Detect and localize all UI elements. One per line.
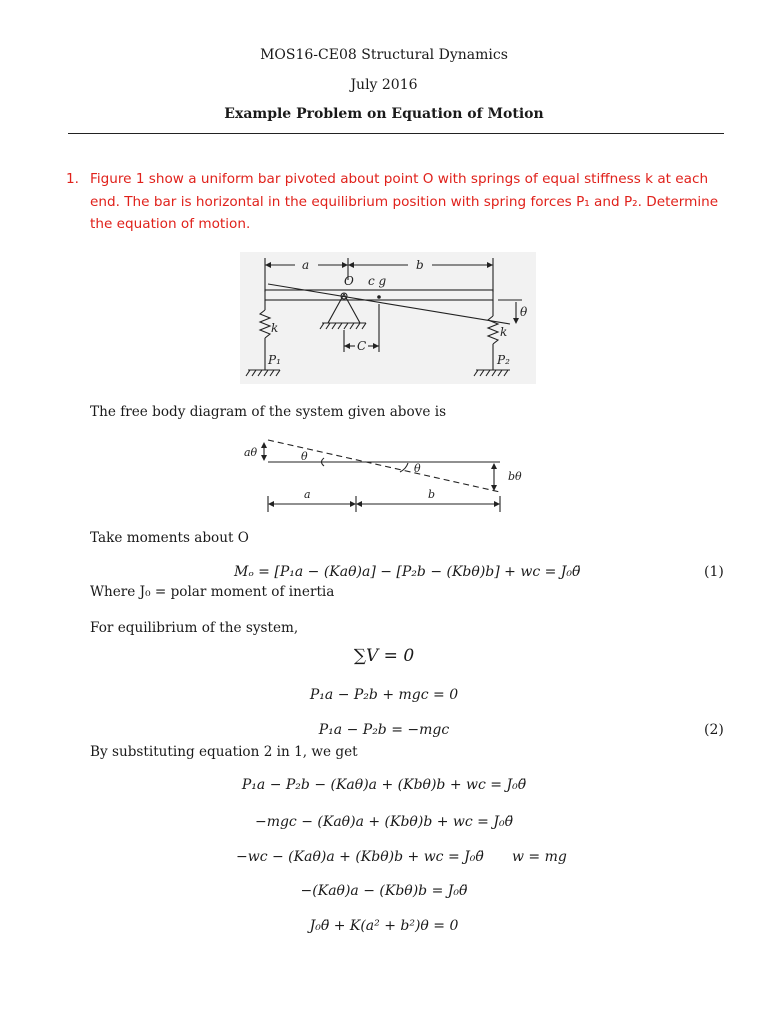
equation-1-number: (1) [704, 564, 724, 580]
fig1-label-b: b [416, 258, 424, 272]
fbd-intro: The free body diagram of the system given above is [90, 404, 447, 420]
equilibrium-intro: For equilibrium of the system, [90, 620, 299, 636]
equation-sub-4: −(Kaθ)a − (Kbθ)b = J₀θ̈ [300, 883, 468, 899]
problem-line-1: Figure 1 show a uniform bar pivoted about point O with springs of equal stiffness k at each [90, 171, 709, 187]
fig1-label-k-right: k [500, 325, 508, 339]
document-title: Example Problem on Equation of Motion [224, 106, 544, 122]
problem-line-2: end. The bar is horizontal in the equilibrium position with spring forces P₁ and P₂. Determine [90, 193, 719, 210]
fbd-label-a: a [304, 488, 311, 501]
fig1-label-P2: P₂ [497, 353, 510, 367]
fbd-label-btheta: bθ [508, 470, 522, 483]
problem-line-3: the equation of motion. [90, 216, 251, 232]
fbd-label-atheta: aθ [244, 446, 258, 459]
document-date: July 2016 [350, 77, 418, 93]
fig1-label-cg: c g [368, 274, 387, 288]
fig1-label-k-left: k [271, 321, 279, 335]
course-title: MOS16-CE08 Structural Dynamics [260, 47, 508, 63]
where-note: Where J₀ = polar moment of inertia [90, 584, 335, 600]
substitution-intro: By substituting equation 2 in 1, we get [90, 744, 358, 760]
fbd-label-b: b [428, 488, 436, 501]
equation-2: P₁a − P₂b = −mgc [318, 722, 450, 738]
equation-1: Mₒ = [P₁a − (Kaθ)a] − [P₂b − (Kbθ)b] + wc = J₀θ̈ [234, 564, 581, 580]
equation-sub-1: P₁a − P₂b − (Kaθ)a + (Kbθ)b + wc = J₀θ̈ [241, 777, 527, 793]
equation-sub-3: −wc − (Kaθ)a + (Kbθ)b + wc = J₀θ̈ [236, 849, 484, 865]
equation-final: J₀θ̈ + K(a² + b²)θ = 0 [309, 918, 459, 934]
fig1-label-O: O [344, 274, 354, 288]
fig1-label-P1: P₁ [268, 353, 281, 367]
equation-sub-2: −mgc − (Kaθ)a + (Kbθ)b + wc = J₀θ̈ [254, 814, 514, 830]
fig1-label-a: a [302, 258, 310, 272]
problem-number: 1. [66, 171, 79, 187]
equation-sub-3-note: w = mg [512, 849, 567, 865]
moments-intro: Take moments about O [90, 530, 249, 546]
fig1-label-theta: θ [520, 305, 528, 319]
equation-equilibrium: P₁a − P₂b + mgc = 0 [309, 687, 459, 703]
equation-sum-v: ∑V = 0 [353, 646, 415, 666]
equation-2-number: (2) [704, 722, 724, 738]
fig1-label-C: C [357, 339, 367, 353]
free-body-diagram [240, 436, 540, 516]
fbd-label-theta-2: θ [414, 462, 421, 475]
figure-1-bar-diagram [240, 252, 536, 384]
fbd-label-theta-1: θ [301, 450, 308, 463]
problem-text [90, 168, 730, 236]
header-divider [68, 133, 724, 134]
